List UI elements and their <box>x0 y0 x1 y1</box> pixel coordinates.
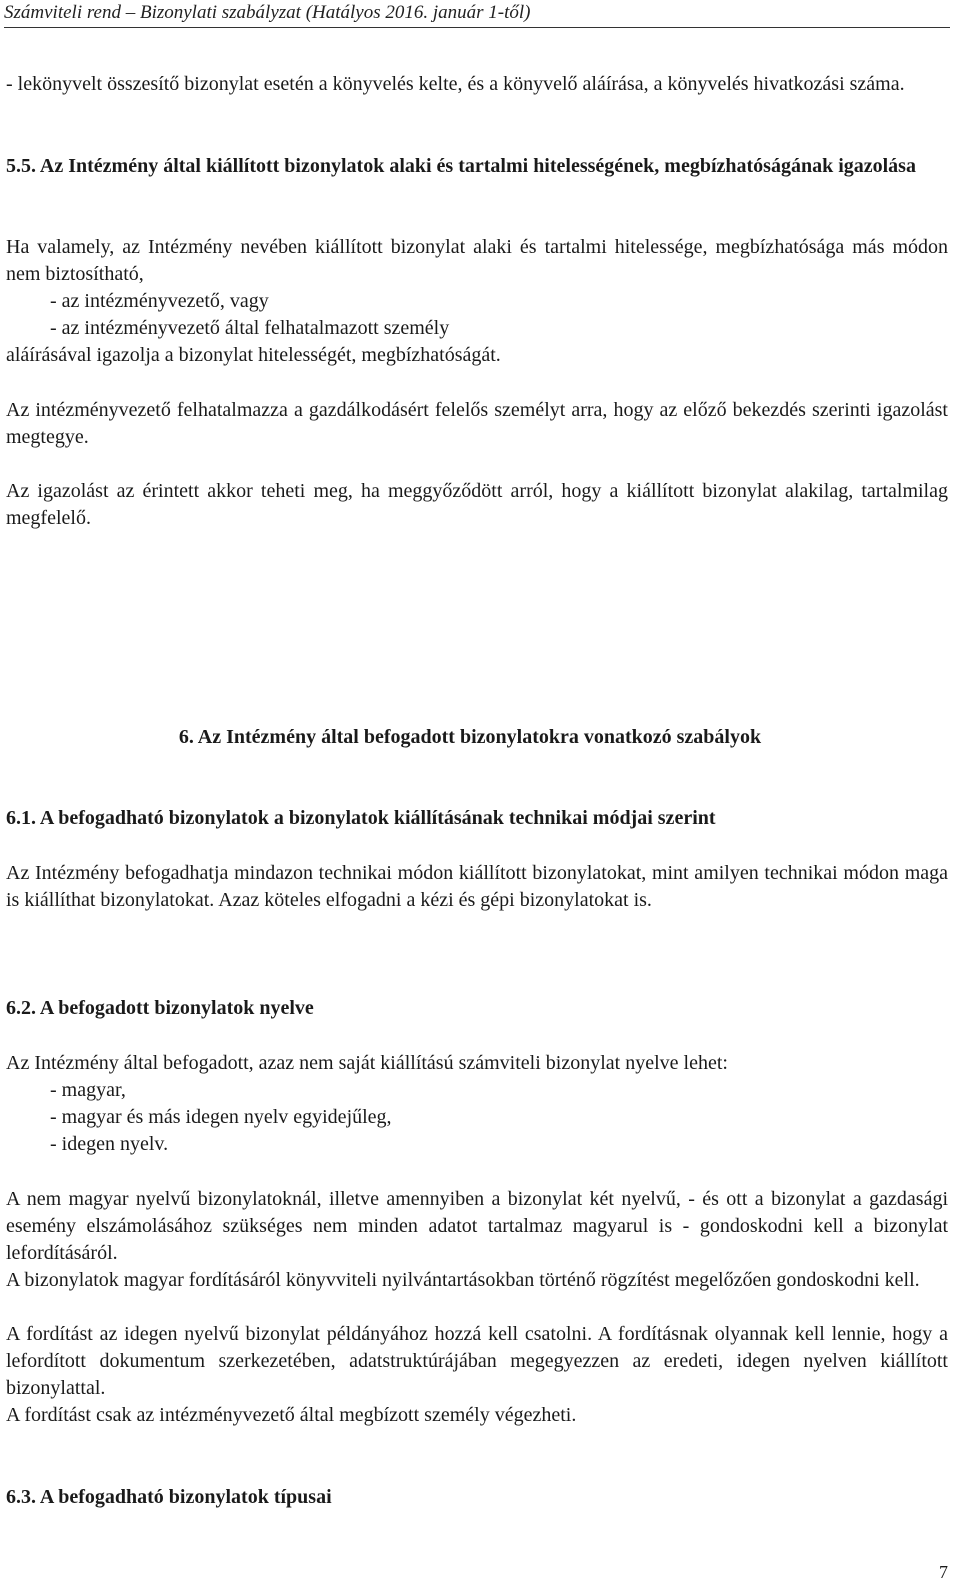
section-5-5-heading: 5.5. Az Intézmény által kiállított bizonylatok alaki és tartalmi hitelességének, megbízhatóságának igazolása <box>6 155 916 177</box>
section-6-heading: 6. Az Intézmény által befogadott bizonylatokra vonatkozó szabályok <box>178 726 762 748</box>
list-item: - magyar, <box>50 1079 126 1101</box>
section-6-2-heading: 6.2. A befogadott bizonylatok nyelve <box>6 997 314 1019</box>
page-number: 7 <box>939 1562 948 1582</box>
section-5-5-list <box>50 288 449 342</box>
list-item: - idegen nyelv. <box>50 1133 169 1155</box>
list-item: - az intézményvezető, vagy <box>50 290 269 312</box>
section-6-1-paragraph: Az Intézmény befogadhatja mindazon technikai módon kiállított bizonylatokat, mint amilyen technikai módon maga is kiállíthat bizonylatokat. Azaz köteles elfogadni a kézi és gépi bizonylatokat is. <box>6 862 948 911</box>
list-item: - magyar és más idegen nyelv egyidejűleg, <box>50 1106 392 1128</box>
section-6-2-list <box>50 1077 392 1158</box>
section-6-2-paragraph-1: A nem magyar nyelvű bizonylatoknál, illetve amennyiben a bizonylat két nyelvű, - és ott a bizonylat a gazdasági esemény elszámolásához szükséges nem minden adatot tartalmaz magyarul is - gondoskodni kell a bizonylat lefordításáról. <box>6 1188 948 1264</box>
section-5-5-paragraph-3: Az igazolást az érintett akkor teheti meg, ha meggyőződött arról, hogy a kiállított bizonylat alakilag, tartalmilag megfelelő. <box>6 480 948 529</box>
list-item: - az intézményvezető által felhatalmazott személy <box>50 317 450 339</box>
header-divider <box>4 27 950 28</box>
section-6-2-paragraph-4: A fordítást csak az intézményvezető által megbízott személy végezheti. <box>6 1404 577 1426</box>
intro-list-item: - lekönyvelt összesítő bizonylat esetén a könyvelés kelte, és a könyvelő aláírása, a könyvelés hivatkozási száma. <box>6 73 905 95</box>
section-5-5-intro: Ha valamely, az Intézmény nevében kiállított bizonylat alaki és tartalmi hitelessége, megbízhatósága más módon nem biztosítható, <box>6 236 948 285</box>
page-header: Számviteli rend – Bizonylati szabályzat (Hatályos 2016. január 1-től) <box>4 2 531 23</box>
section-6-2-paragraph-3: A fordítást az idegen nyelvű bizonylat példányához hozzá kell csatolni. A fordításnak olyannak kell lennie, hogy a lefordított dokumentum szerkezetében, adatstruktúrájában megegyezzen az eredeti, idegen nyelven kiállított bizonylattal. <box>6 1323 948 1399</box>
section-5-5-closing: aláírásával igazolja a bizonylat hitelességét, megbízhatóságát. <box>6 344 501 366</box>
section-6-2-paragraph-2: A bizonylatok magyar fordításáról könyvviteli nyilvántartásokban történő rögzítést megelőzően gondoskodni kell. <box>6 1269 920 1291</box>
section-5-5-paragraph-2: Az intézményvezető felhatalmazza a gazdálkodásért felelős személyt arra, hogy az előző bekezdés szerinti igazolást megtegye. <box>6 399 948 448</box>
section-6-3-heading: 6.3. A befogadható bizonylatok típusai <box>6 1486 332 1508</box>
section-6-2-intro: Az Intézmény által befogadott, azaz nem saját kiállítású számviteli bizonylat nyelve lehet: <box>6 1052 728 1074</box>
section-6-1-heading: 6.1. A befogadható bizonylatok a bizonylatok kiállításának technikai módjai szerint <box>6 807 716 829</box>
